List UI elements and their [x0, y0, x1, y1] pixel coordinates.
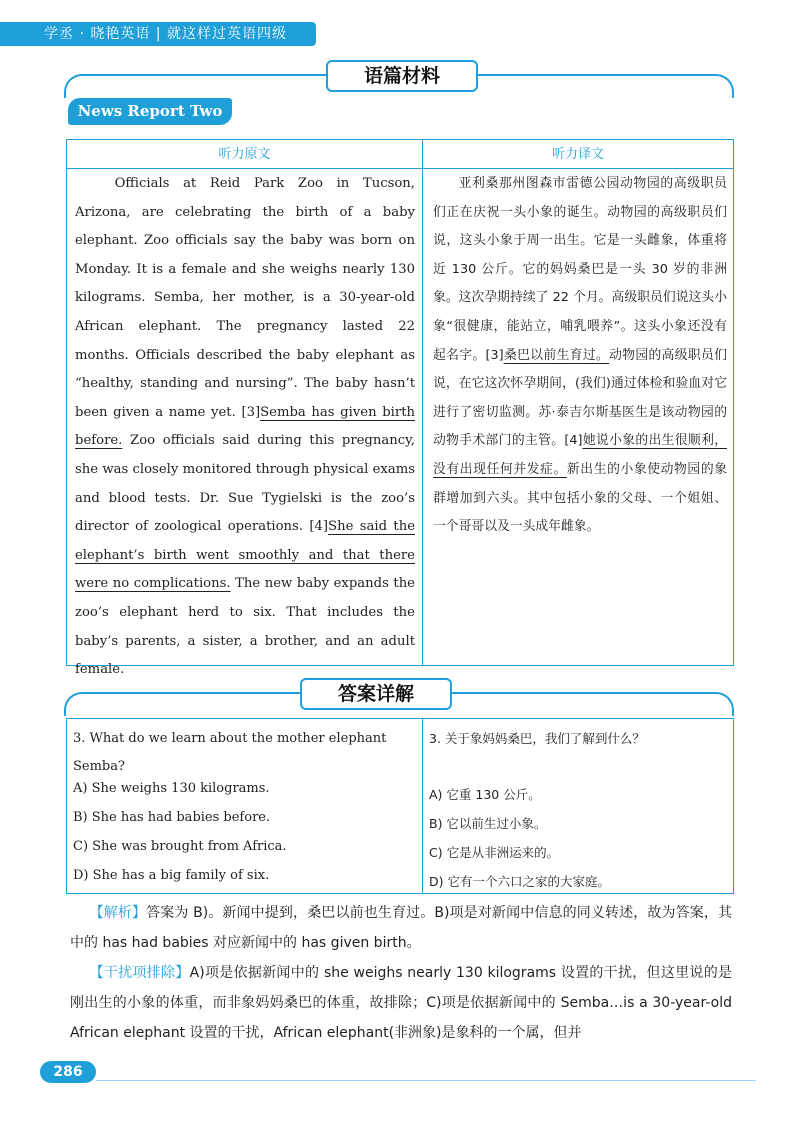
section-title-answers: 答案详解 — [300, 678, 452, 710]
col-head-original: 听力原文 — [67, 140, 422, 169]
option-zh-d: D) 它有一个六口之家的大家庭。 — [429, 874, 610, 889]
page-number: 286 — [40, 1061, 96, 1083]
answer-explanation: 【解析】答案为 B)。新闻中提到，桑巴以前也生育过。B)项是对新闻中信息的同义转述，故为答案，其中的 has had babies 对应新闻中的 has given birth。 【干扰项排除】A)项是依据新闻中的 she weighs nearly 130 kilograms 设置的干扰，但这里说的是刚出生的小象的体重，而非象妈妈桑巴的体重，故排除；C)项是依据新闻中的 Semba…is a 30-year-old African elephant 设置的干扰，African elephant(非洲象)是象科的一个属，但并 — [70, 905, 733, 1041]
news-report-badge: News Report Two — [68, 98, 232, 125]
option-zh-c: C) 它是从非洲运来的。 — [429, 845, 560, 860]
translation-cue-4: 她说小象的出生很顺利，没有出现任何并发症。 — [433, 433, 727, 477]
news-bilingual-table — [66, 139, 734, 678]
question-column-separator — [422, 719, 423, 893]
question-zh: 3. 关于象妈妈桑巴，我们了解到什么？ — [429, 731, 645, 746]
book-series-header: 学丞 · 晓艳英语 | 就这样过英语四级 — [0, 22, 316, 46]
option-en-c: C) She was brought from Africa. — [73, 839, 287, 854]
option-en-b: B) She has had babies before. — [73, 810, 271, 825]
question-table — [66, 718, 734, 894]
question-en: 3. What do we learn about the mother elephant Semba? — [73, 731, 387, 774]
analysis-tag: 【解析】 — [89, 905, 147, 921]
translation-cue-3: 桑巴以前生育过。 — [503, 347, 610, 363]
option-zh-a: A) 它重 130 公斤。 — [429, 787, 541, 802]
news-original-text: Officials at Reid Park Zoo in Tucson, Arizona, are celebrating the birth of a baby elephant. Zoo officials say the baby was born on Monday. It is a female and she weighs nearly 130 kilograms. Semba, her mother, is a 30-year-old African elephant. The pregnancy lasted 22 months. Officials described the baby elephant as “healthy, standing and nursing”. The baby hasn’t been given a name yet. [3]Semba has given birth before. Zoo officials said during this pregnancy, she was closely monitored through physical exams and blood tests. Dr. Sue Tygielski is the zoo’s director of zoological operations. [4]She said the elephant’s birth went smoothly and that there were no complications. The new baby expands the zoo’s elephant herd to six. That includes the baby’s parents, a sister, a brother, and an adult female. — [75, 176, 415, 678]
column-separator — [422, 140, 423, 665]
section-title-material: 语篇材料 — [326, 60, 478, 92]
option-zh-b: B) 它以前生过小象。 — [429, 816, 547, 831]
distractor-tag: 【干扰项排除】 — [89, 965, 190, 981]
option-en-a: A) She weighs 130 kilograms. — [73, 781, 270, 796]
news-translation-text: 亚利桑那州图森市雷德公园动物园的高级职员们正在庆祝一头小象的诞生。动物园的高级职员们说，这头小象于周一出生。它是一头雌象，体重将近 130 公斤。它的妈妈桑巴是一头 30 岁的非洲象。这次孕期持续了 22 个月。高级职员们说这头小象“很健康，能站立，哺乳喂养”。这头小象还没有起名字。[3]桑巴以前生育过。动物园的高级职员们说，在它这次怀孕期间，(我们)通过体检和验血对它进行了密切监测。苏·泰吉尔斯基医生是该动物园的动物手术部门的主管。[4]她说小象的出生很顺利，没有出现任何并发症。新出生的小象使动物园的象群增加到六头。其中包括小象的父母、一个姐姐、一个哥哥以及一头成年雌象。 — [433, 176, 727, 535]
col-head-translation: 听力译文 — [423, 140, 733, 169]
footer-rule — [96, 1080, 756, 1081]
answer-cue-3: Semba has given birth before. — [75, 404, 415, 449]
option-en-d: D) She has a big family of six. — [73, 868, 270, 883]
answer-cue-4: She said the elephant’s birth went smoothly and that there were no complications. — [75, 519, 415, 592]
